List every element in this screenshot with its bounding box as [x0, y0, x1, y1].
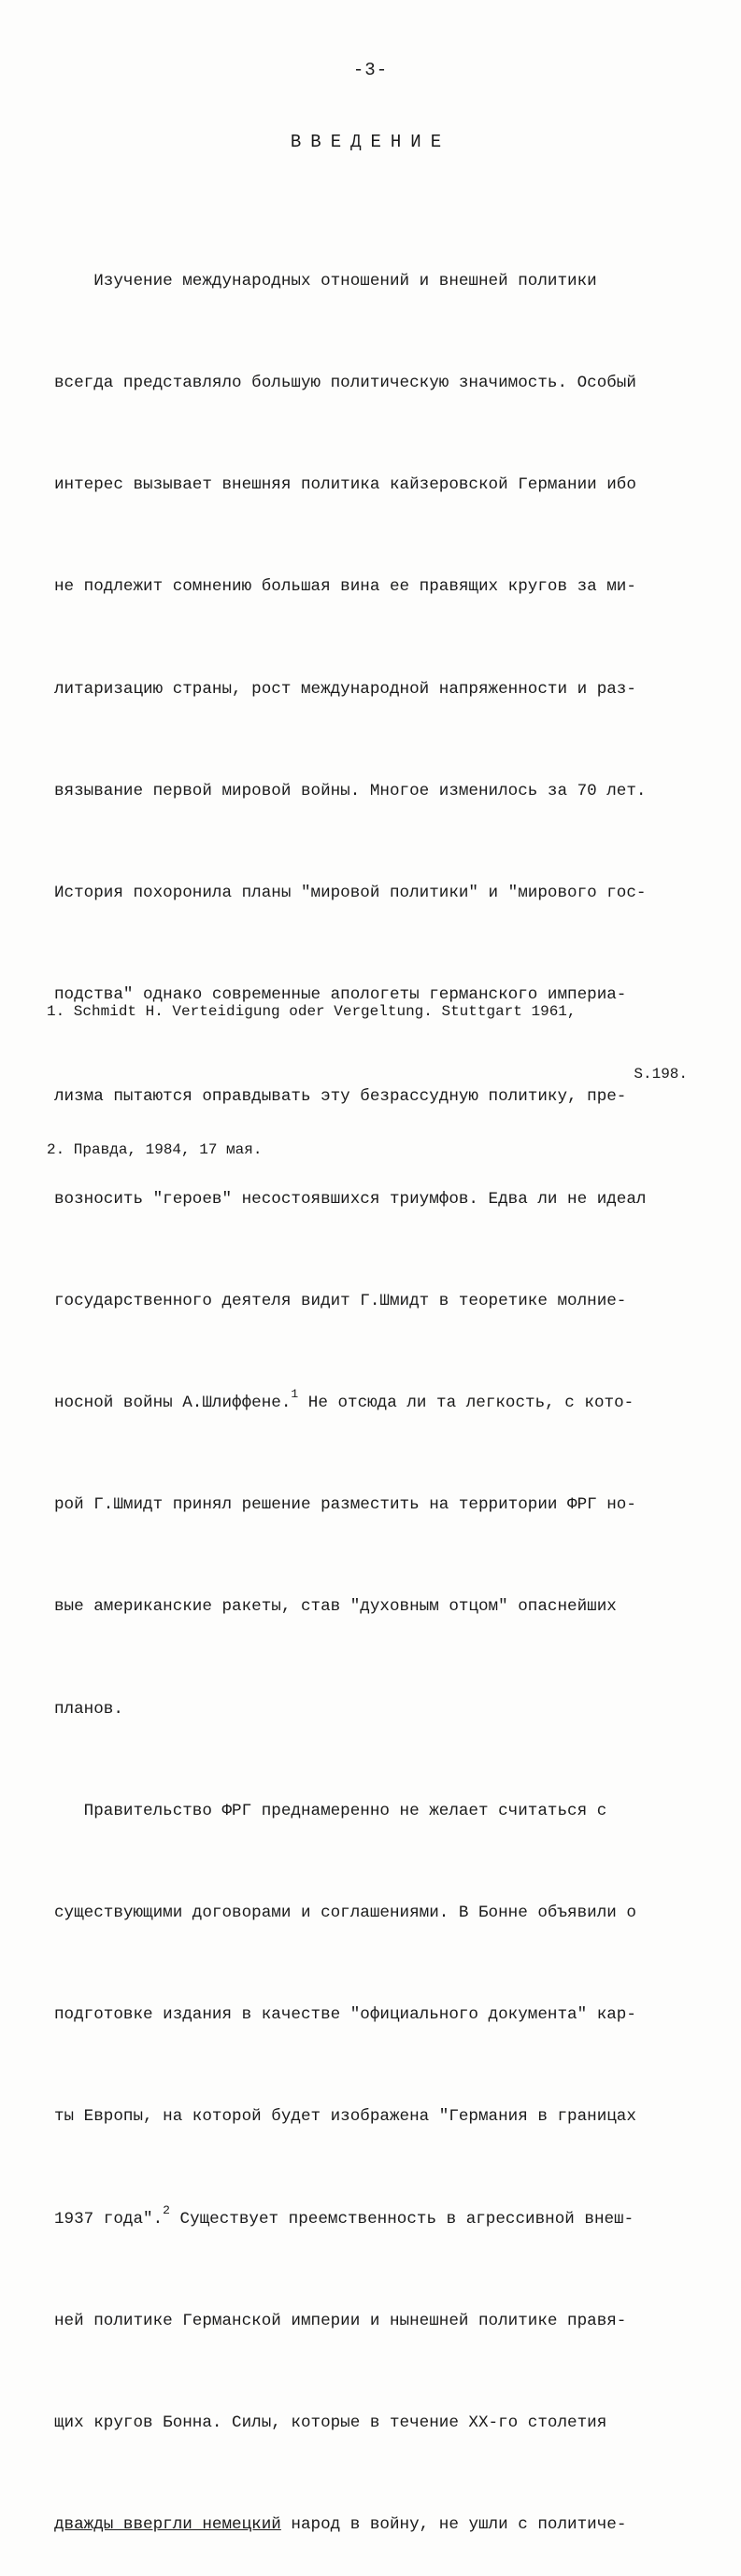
- text-line: подготовке издания в качестве "официального документа" кар-: [54, 2005, 636, 2025]
- footnote-ref-2[interactable]: 2: [163, 2202, 170, 2217]
- footnotes: [47, 958, 701, 1182]
- text-line: подства" однако современные апологеты германского империа-: [54, 985, 627, 1005]
- text-line: [54, 2202, 708, 2236]
- text-fragment: носной войны А.Шлиффене.: [54, 1394, 292, 1413]
- text-line: существующими договорами и соглашениями. В Бонне объявили о: [54, 1904, 636, 1923]
- text-line: государственного деятеля видит Г.Шмидт в теоретике молние-: [54, 1291, 627, 1310]
- text-line: рой Г.Шмидт принял решение разместить на территории ФРГ но-: [54, 1495, 636, 1515]
- text-line: всегда представляло большую политическую значимость. Особый: [54, 374, 636, 393]
- footnote-1: 1. Schmidt H. Verteidigung oder Vergeltung. Stuttgart 1961,: [47, 1003, 577, 1020]
- text-line: вязывание первой мировой войны. Многое изменилось за 70 лет.: [54, 781, 647, 800]
- text-line: щих кругов Бонна. Силы, которые в течение XX-го столетия: [54, 2413, 607, 2433]
- text-line: лизма пытаются оправдывать эту безрассудную политику, пре-: [54, 1087, 627, 1107]
- text-line: [54, 1386, 708, 1420]
- footnote-ref-1[interactable]: 1: [291, 1387, 299, 1402]
- text-line: [54, 2508, 708, 2541]
- text-fragment: Не отсюда ли та легкость, с кото-: [298, 1394, 634, 1413]
- text-line: ты Европы, на которой будет изображена "Германия в границах: [54, 2107, 636, 2127]
- text-line: вые американские ракеты, став "духовным отцом" опаснейших: [54, 1597, 617, 1617]
- text-line: не подлежит сомнению большая вина ее правящих кругов за ми-: [54, 577, 636, 597]
- text-fragment: Существует преемственность в агрессивной внеш-: [169, 2209, 634, 2229]
- text-line: Изучение международных отношений и внешней политики: [54, 271, 597, 290]
- text-line: Правительство ФРГ преднамеренно не желает считаться с: [54, 1801, 607, 1820]
- underlined-text: дважды ввергли немецкий: [54, 2515, 281, 2535]
- text-line: планов.: [54, 1699, 123, 1719]
- text-line: литаризацию страны, рост международной напряженности и раз-: [54, 679, 636, 699]
- page-title: ВВЕДЕНИЕ: [290, 132, 451, 152]
- text-line: возносить "героев" несостоявшихся триумфов. Едва ли не идеал: [54, 1189, 647, 1209]
- text-line: ней политике Германской империи и нынешней политике правя-: [54, 2311, 627, 2330]
- footnote-2: 2. Правда, 1984, 17 мая.: [47, 1141, 263, 1158]
- text-line: интерес вызывает внешняя политика кайзеровской Германии ибо: [54, 475, 636, 495]
- text-line: История похоронила планы "мировой политики" и "мирового гос-: [54, 884, 647, 903]
- text-fragment: 1937 года".: [54, 2209, 164, 2229]
- text-fragment: народ в войну, не ушли с политиче-: [280, 2515, 627, 2535]
- main-text: [54, 196, 708, 2576]
- page-number: -3-: [352, 60, 389, 80]
- footnote-1-page: S.198.: [634, 1066, 688, 1083]
